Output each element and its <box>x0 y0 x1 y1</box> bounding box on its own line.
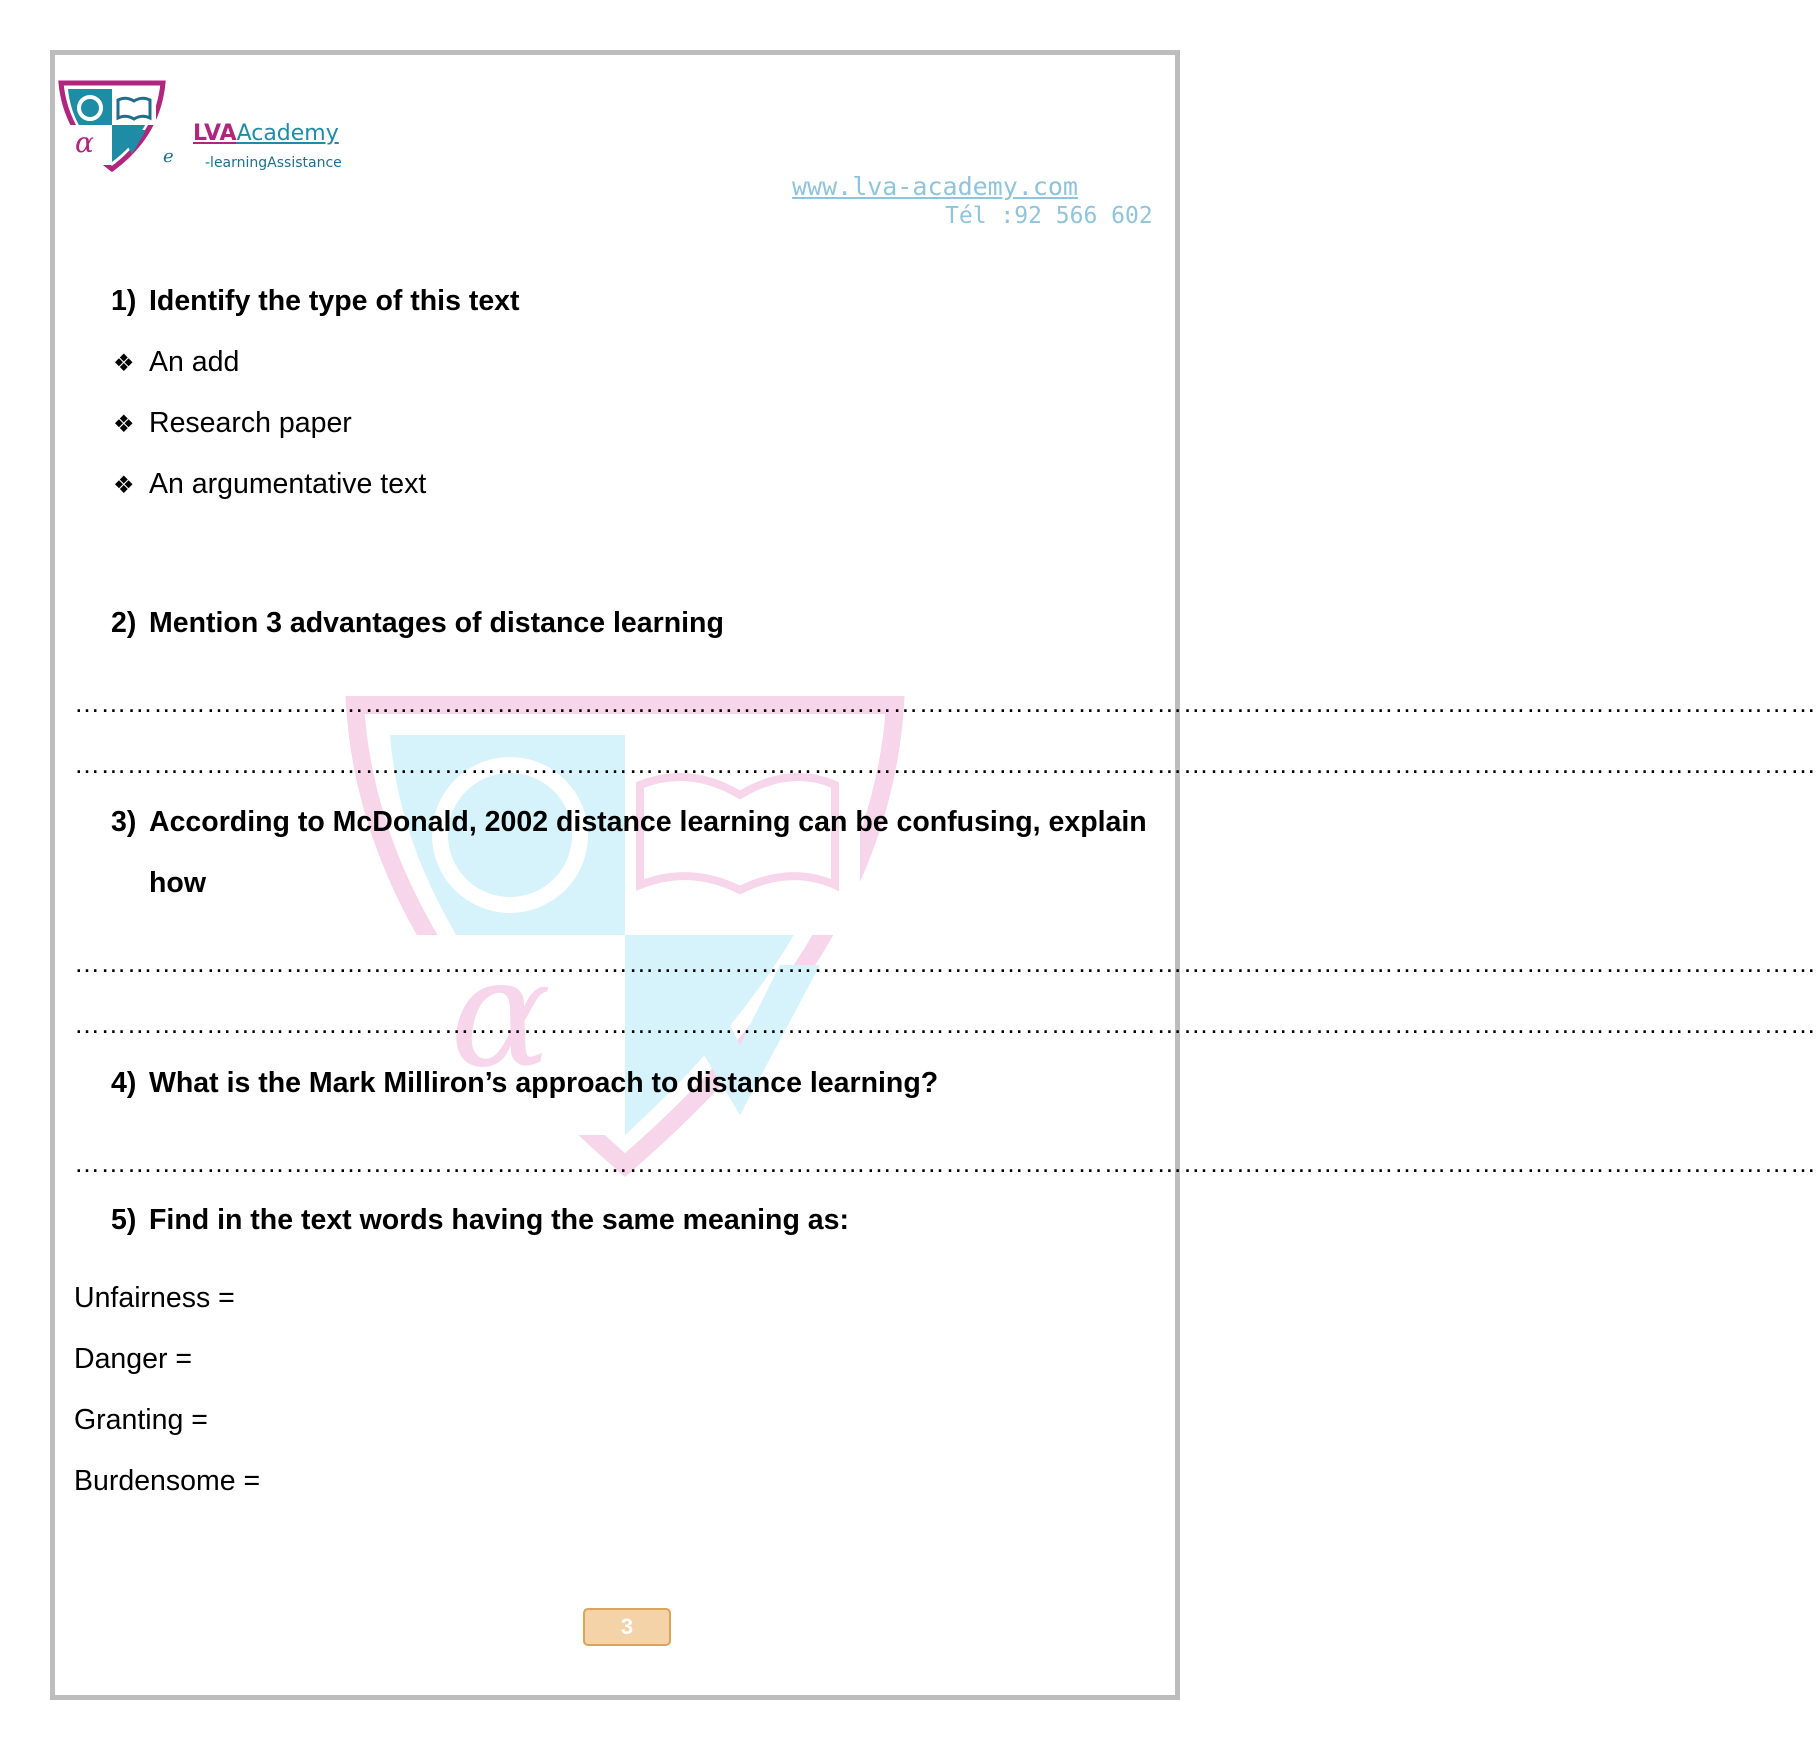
question-5 <box>111 1202 849 1238</box>
question-text: Find in the text words having the same meaning as: <box>149 1204 849 1236</box>
brand-tagline: -learningAssistance <box>205 155 342 171</box>
answer-line[interactable]: ……………………………………………………………………………………………………………………………………………………………………………… <box>74 1009 1816 1039</box>
question-2 <box>111 605 724 641</box>
vocab-item: Granting = <box>74 1404 208 1436</box>
brand-e: e <box>163 146 174 167</box>
answer-line[interactable]: ……………………………………………………………………………………………………………………………………………………………………………… <box>74 688 1816 718</box>
question-number: 5) <box>111 1204 137 1236</box>
answer-line[interactable]: ……………………………………………………………………………………………………………………………………………………………………………… <box>74 948 1816 978</box>
vocab-item: Unfairness = <box>74 1282 235 1314</box>
option-text: An argumentative text <box>149 468 427 500</box>
question-1 <box>111 283 520 319</box>
option-item <box>113 344 239 382</box>
question-number: 1) <box>111 285 137 317</box>
question-text: What is the Mark Milliron’s approach to distance learning? <box>149 1067 939 1099</box>
question-number: 2) <box>111 607 137 639</box>
question-number: 3) <box>111 806 137 838</box>
vocab-item: Danger = <box>74 1343 193 1375</box>
question-text: According to McDonald, 2002 distance learning can be confusing, explain <box>149 806 1147 838</box>
answer-line[interactable]: ……………………………………………………………………………………………………………………………………………………………………………… <box>74 1148 1816 1178</box>
question-3-continuation: how <box>149 867 206 899</box>
svg-text:α: α <box>450 927 552 1101</box>
diamond-bullet-icon: ❖ <box>113 411 135 438</box>
answer-line[interactable]: ……………………………………………………………………………………………………………………………………………………………………………… <box>74 749 1816 779</box>
question-text: Identify the type of this text <box>149 285 520 317</box>
page-number-badge: 3 <box>583 1608 671 1646</box>
option-text: Research paper <box>149 407 352 439</box>
logo-alpha: α <box>75 126 94 159</box>
question-3 <box>111 804 1147 840</box>
brand-academy: Academy <box>236 121 339 146</box>
phone-number: Tél :92 566 602 <box>945 203 1153 229</box>
option-item <box>113 405 352 443</box>
vocab-item: Burdensome = <box>74 1465 261 1497</box>
option-item <box>113 466 426 504</box>
question-number: 4) <box>111 1067 137 1099</box>
option-text: An add <box>149 346 240 378</box>
diamond-bullet-icon: ❖ <box>113 350 135 377</box>
question-4 <box>111 1065 938 1101</box>
question-text: Mention 3 advantages of distance learning <box>149 607 724 639</box>
website-link[interactable]: www.lva-academy.com <box>792 172 1078 201</box>
brand-lva: LVA <box>193 121 237 146</box>
diamond-bullet-icon: ❖ <box>113 472 135 499</box>
